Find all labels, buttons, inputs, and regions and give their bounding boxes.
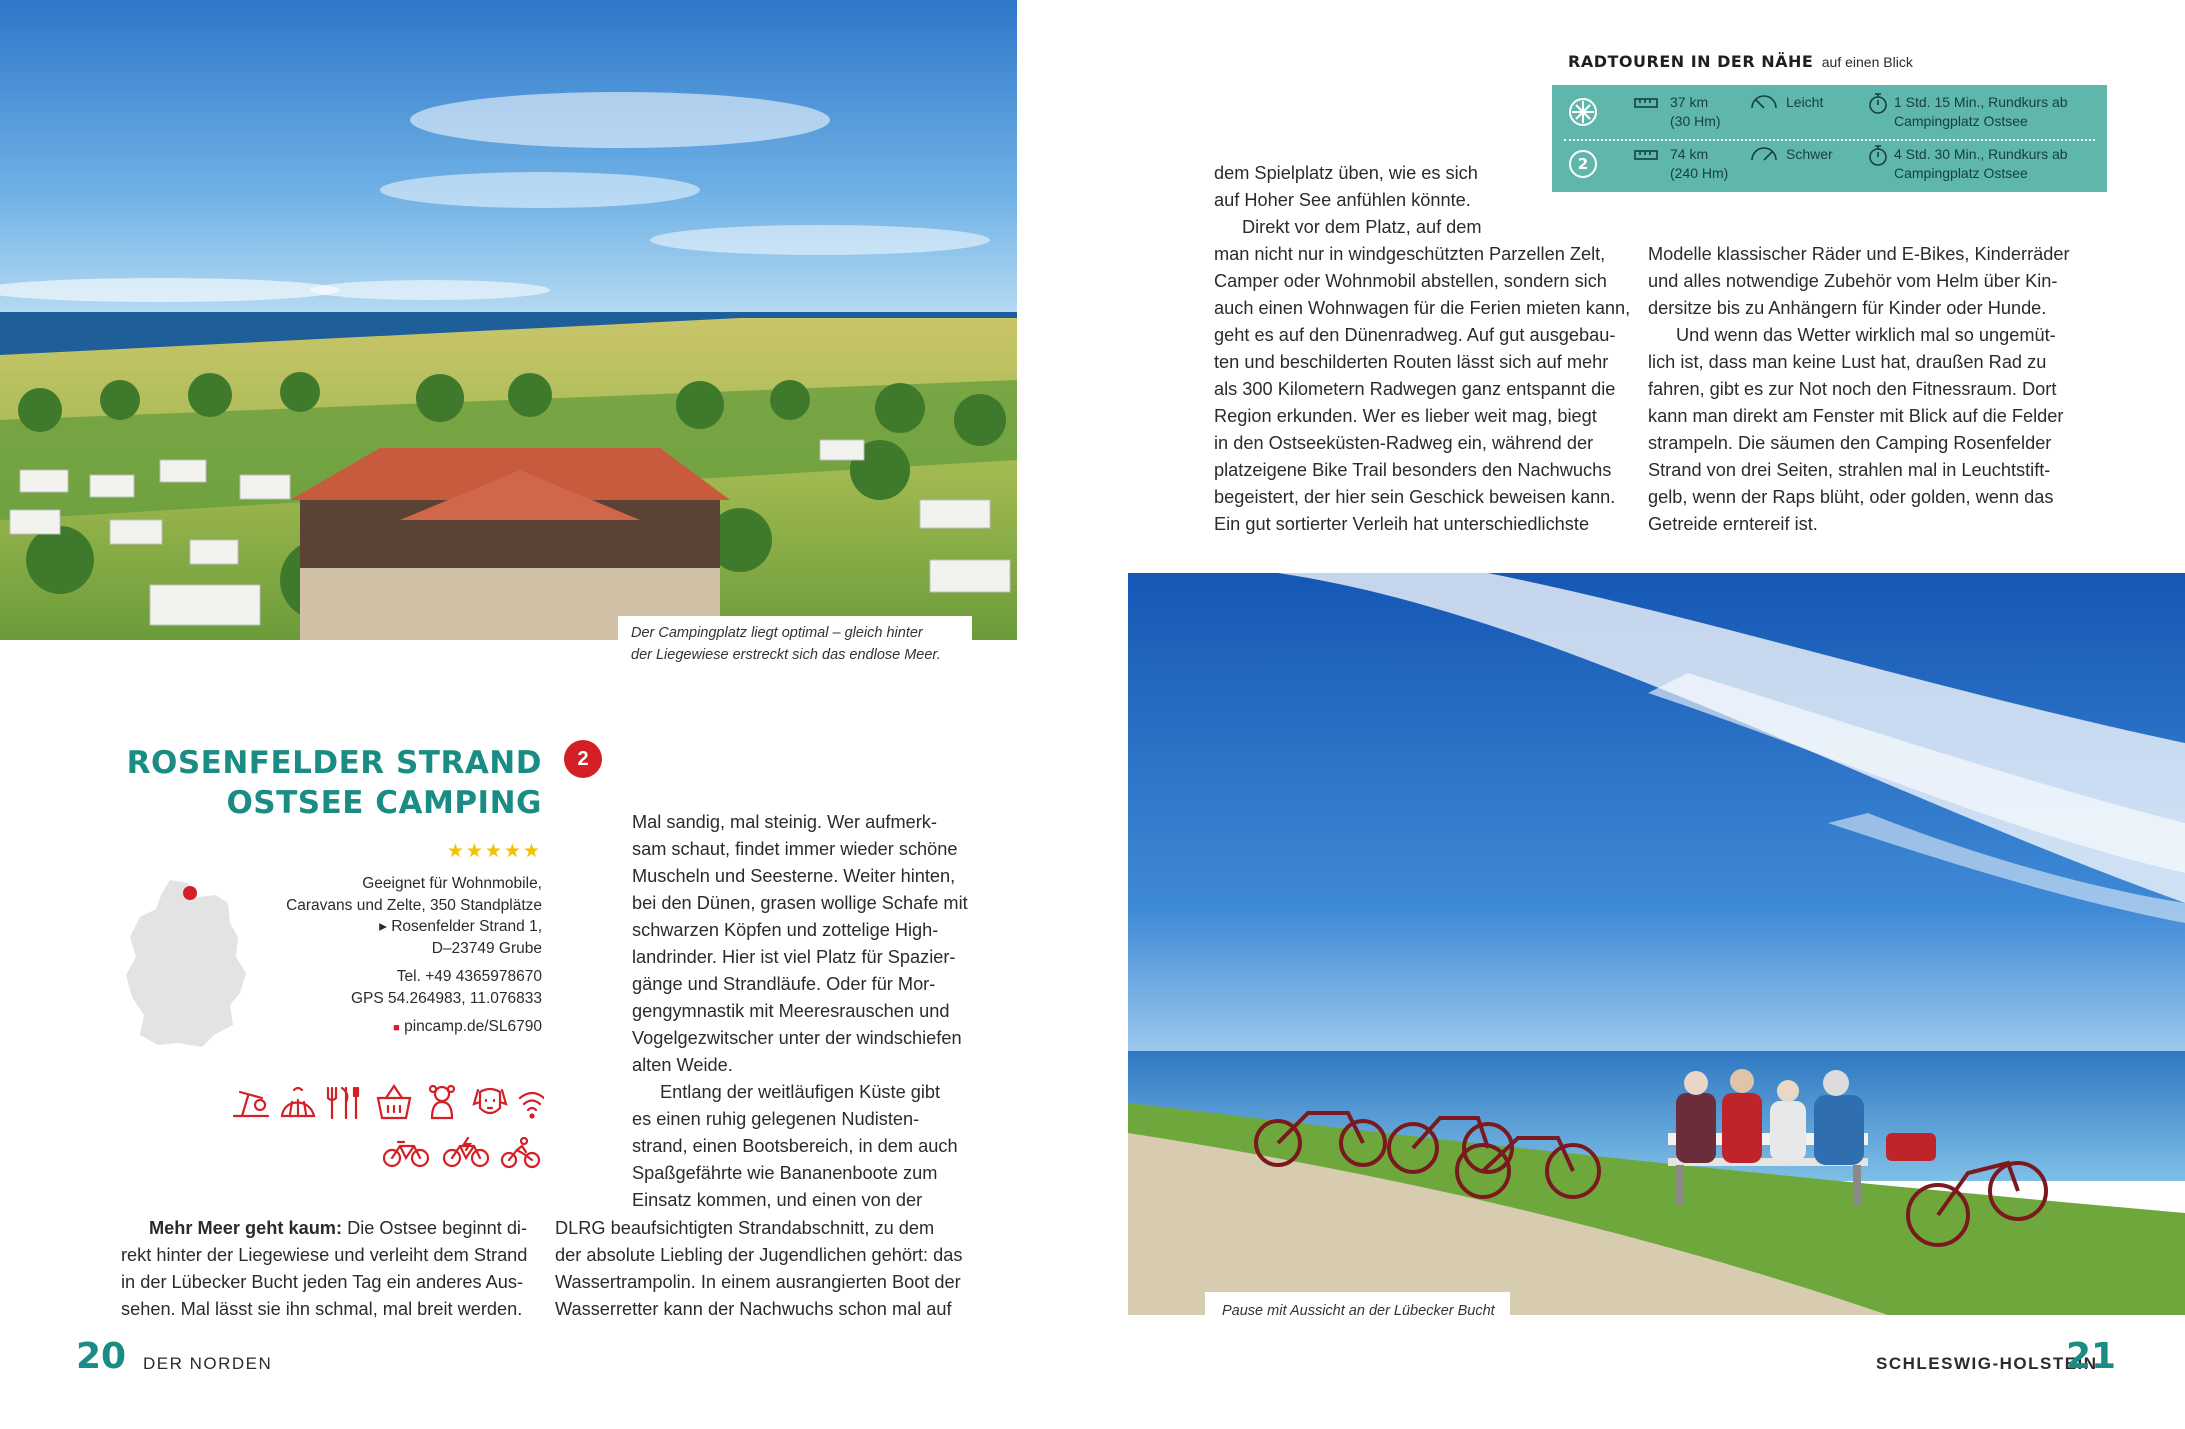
amenity-icons xyxy=(232,1084,544,1174)
route-2-difficulty xyxy=(1786,145,1833,164)
text-line: Und wenn das Wetter wirklich mal so ungemüt- xyxy=(1676,325,2056,345)
text-line: landrinder. Hier ist viel Platz für Spazier- xyxy=(632,947,956,967)
left-photo-caption xyxy=(618,616,972,666)
text-line: Ein gut sortierter Verleih hat unterschiedlichste xyxy=(1214,514,1590,534)
phone: Tel. +49 4365978670 xyxy=(396,968,542,985)
text-line: platzeigene Bike Trail besonders den Nachwuchs xyxy=(1214,460,1612,480)
route-1-difficulty xyxy=(1786,93,1823,112)
difficulty-label: Leicht xyxy=(1786,94,1824,110)
text-column-1 xyxy=(121,1215,527,1323)
text-column-3 xyxy=(1214,160,1630,538)
text-line: der absolute Liebling der Jugendlichen gehört: das xyxy=(555,1245,963,1265)
distance-value: 74 km xyxy=(1670,146,1709,162)
text-line: Wasserretter kann der Nachwuchs schon mal auf xyxy=(555,1299,952,1319)
distance-icon xyxy=(1634,95,1658,114)
info-line: Geeignet für Wohnmobile, xyxy=(362,875,542,892)
campsite-title-line1: ROSENFELDER STRAND xyxy=(126,745,542,781)
text-line: begeistert, der hier sein Geschick beweisen kann. xyxy=(1214,487,1616,507)
route-1-distance xyxy=(1670,93,1721,131)
campsite-title-line2: OSTSEE CAMPING xyxy=(226,785,542,821)
distance-value: 37 km xyxy=(1670,94,1709,110)
location-marker xyxy=(183,886,197,900)
svg-text:2: 2 xyxy=(1577,155,1589,173)
elevation-value: (30 Hm) xyxy=(1670,113,1721,129)
radtouren-subtitle: auf einen Blick xyxy=(1821,54,1913,70)
text-line: Strand von drei Seiten, strahlen mal in Leuchtstift- xyxy=(1648,460,2051,480)
text-line: gelb, wenn der Raps blüht, oder golden, wenn das xyxy=(1648,487,2054,507)
text-line: als 300 Kilometern Radwegen ganz entspannt die xyxy=(1214,379,1616,399)
lead-phrase: Mehr Meer geht kaum: xyxy=(149,1218,343,1238)
text-line: auch einen Wohnwagen für die Ferien mieten kann, xyxy=(1214,298,1631,318)
paragraph-lead-line xyxy=(121,1215,527,1242)
text-line: Einsatz kommen, und einen von der xyxy=(632,1190,923,1210)
route-1-duration xyxy=(1894,93,2068,131)
right-photo-caption xyxy=(1205,1292,1510,1326)
gps-coordinates: GPS 54.264983, 11.076833 xyxy=(350,989,542,1007)
distance-icon xyxy=(1634,147,1658,166)
text-line: Muscheln und Seesterne. Weiter hinten, xyxy=(632,866,956,886)
text-line: auf Hoher See anfühlen könnte. xyxy=(1214,190,1471,210)
page-number-left: 20 xyxy=(76,1336,127,1377)
rating-stars: ★★★★★ xyxy=(446,841,542,862)
campsite-aerial-photo xyxy=(0,0,1017,640)
elevation-value: (240 Hm) xyxy=(1670,165,1729,181)
text-line: Mal sandig, mal steinig. Wer aufmerk- xyxy=(632,812,937,832)
text-line: strand, einen Bootsbereich, in dem auch xyxy=(632,1136,958,1156)
text-line: Entlang der weitläufigen Küste gibt xyxy=(660,1082,941,1102)
text-column-4 xyxy=(1648,241,2070,538)
radtouren-title: RADTOUREN IN DER NÄHE xyxy=(1568,52,1814,71)
website-link-text: pincamp.de/SL6790 xyxy=(404,1018,542,1035)
text-line: Wassertrampolin. In einem ausrangierten Boot der xyxy=(555,1272,961,1292)
section-label-right: SCHLESWIG-HOLSTEIN xyxy=(1876,1354,2098,1373)
text-line: und alles notwendige Zubehör vom Helm über Kin- xyxy=(1648,271,2058,291)
text-line: Camper oder Wohnmobil abstellen, sondern sich xyxy=(1214,271,1607,291)
text-line: dem Spielplatz üben, wie es sich xyxy=(1214,163,1478,183)
text-line: bei den Dünen, grasen wollige Schafe mit xyxy=(632,893,968,913)
bakery-icon xyxy=(282,1088,314,1116)
radtouren-box xyxy=(1552,85,2107,192)
text-line: gänge und Strandläufe. Oder für Mor- xyxy=(632,974,936,994)
route-2-duration xyxy=(1894,145,2068,183)
duration-line: 1 Std. 15 Min., Rundkurs ab xyxy=(1894,94,2068,110)
radtouren-heading xyxy=(1568,52,1913,72)
text-line: schwarzen Köpfen und zottelige High- xyxy=(632,920,939,940)
stopwatch-icon xyxy=(1868,92,1888,119)
duration-line: Campingplatz Ostsee xyxy=(1894,113,2028,129)
text-line: Die Ostsee beginnt di- xyxy=(342,1218,528,1238)
text-line: kann man direkt am Fenster mit Blick auf die Felder xyxy=(1648,406,2064,426)
text-line: in der Lübecker Bucht jeden Tag ein anderes Aus- xyxy=(121,1272,524,1292)
campsite-aerial-image xyxy=(0,0,1017,640)
text-column-2-top xyxy=(632,809,968,1214)
address-line: D–23749 Grube xyxy=(431,939,542,957)
text-line: es einen ruhig gelegenen Nudisten- xyxy=(632,1109,920,1129)
restaurant-icon xyxy=(328,1088,358,1118)
kids-icon xyxy=(430,1086,454,1118)
text-line: man nicht nur in windgeschützten Parzellen Zelt, xyxy=(1214,244,1606,264)
difficulty-easy-icon xyxy=(1750,92,1778,115)
text-line: dersitze bis zu Anhängern für Kinder oder Hunde. xyxy=(1648,298,2047,318)
difficulty-hard-icon xyxy=(1750,144,1778,167)
caption-line: der Liegewiese erstreckt sich das endlose Meer. xyxy=(631,647,941,663)
text-line: alten Weide. xyxy=(632,1055,733,1075)
website-link[interactable] xyxy=(250,1016,542,1040)
shop-icon xyxy=(378,1086,410,1118)
text-line: fahren, gibt es zur Not noch den Fitnessraum. Dort xyxy=(1648,379,2057,399)
duration-line: Campingplatz Ostsee xyxy=(1894,165,2028,181)
text-line: sehen. Mal lässt sie ihn schmal, mal breit werden. xyxy=(121,1299,523,1319)
coast-bikes-photo xyxy=(1128,573,2185,1315)
difficulty-label: Schwer xyxy=(1786,146,1833,162)
text-line: lich ist, dass man keine Lust hat, draußen Rad zu xyxy=(1648,352,2047,372)
caption-text: Pause mit Aussicht an der Lübecker Bucht xyxy=(1222,1303,1495,1319)
route-2-distance xyxy=(1670,145,1728,183)
link-bullet-icon: ■ xyxy=(393,1022,400,1034)
stopwatch-icon xyxy=(1868,144,1888,171)
text-line: geht es auf den Dünenradweg. Auf gut ausgebau- xyxy=(1214,325,1616,345)
text-line: Spaßgefährte wie Bananenboote zum xyxy=(632,1163,938,1183)
text-line: sam schaut, findet immer wieder schöne xyxy=(632,839,958,859)
text-line: Modelle klassischer Räder und E-Bikes, Kinderräder xyxy=(1648,244,2070,264)
cycling-icon xyxy=(502,1138,539,1167)
bike-rental-icon xyxy=(384,1142,428,1166)
dogs-icon xyxy=(474,1089,506,1113)
text-line: in den Ostseeküsten-Radweg ein, während der xyxy=(1214,433,1594,453)
row-divider xyxy=(1564,139,2095,141)
text-column-2-bottom xyxy=(555,1215,963,1323)
address-line: ▸ Rosenfelder Strand 1, xyxy=(379,918,542,935)
campsite-number-badge: 2 xyxy=(564,740,602,778)
beach-icon xyxy=(234,1092,268,1116)
section-label-left: DER NORDEN xyxy=(143,1354,273,1373)
route-1-icon xyxy=(1568,97,1598,132)
text-line: strampeln. Die säumen den Camping Rosenfelder xyxy=(1648,433,2052,453)
coast-bikes-image xyxy=(1128,573,2185,1315)
page-number-right: 21 xyxy=(2066,1336,2117,1377)
text-line: rekt hinter der Liegewiese und verleiht dem Strand xyxy=(121,1245,528,1265)
text-line: Direkt vor dem Platz, auf dem xyxy=(1242,217,1482,237)
text-line: gengymnastik mit Meeresrauschen und xyxy=(632,1001,950,1021)
info-line: Caravans und Zelte, 350 Standplätze xyxy=(286,896,542,914)
text-line: ten und beschilderten Routen lässt sich auf mehr xyxy=(1214,352,1609,372)
duration-line: 4 Std. 30 Min., Rundkurs ab xyxy=(1894,146,2068,162)
caption-line: Der Campingplatz liegt optimal – gleich hinter xyxy=(631,625,923,641)
campsite-info xyxy=(250,873,542,1040)
germany-locator-map xyxy=(118,875,253,1050)
text-line: DLRG beaufsichtigten Strandabschnitt, zu dem xyxy=(555,1218,935,1238)
campsite-title xyxy=(80,743,542,823)
text-line: Getreide erntereif ist. xyxy=(1648,514,1818,534)
ebike-icon xyxy=(444,1138,488,1166)
text-line: Vogelgezwitscher unter der windschiefen xyxy=(632,1028,962,1048)
text-line: Region erkunden. Wer es lieber weit mag, biegt xyxy=(1214,406,1597,426)
wifi-icon xyxy=(520,1093,544,1118)
